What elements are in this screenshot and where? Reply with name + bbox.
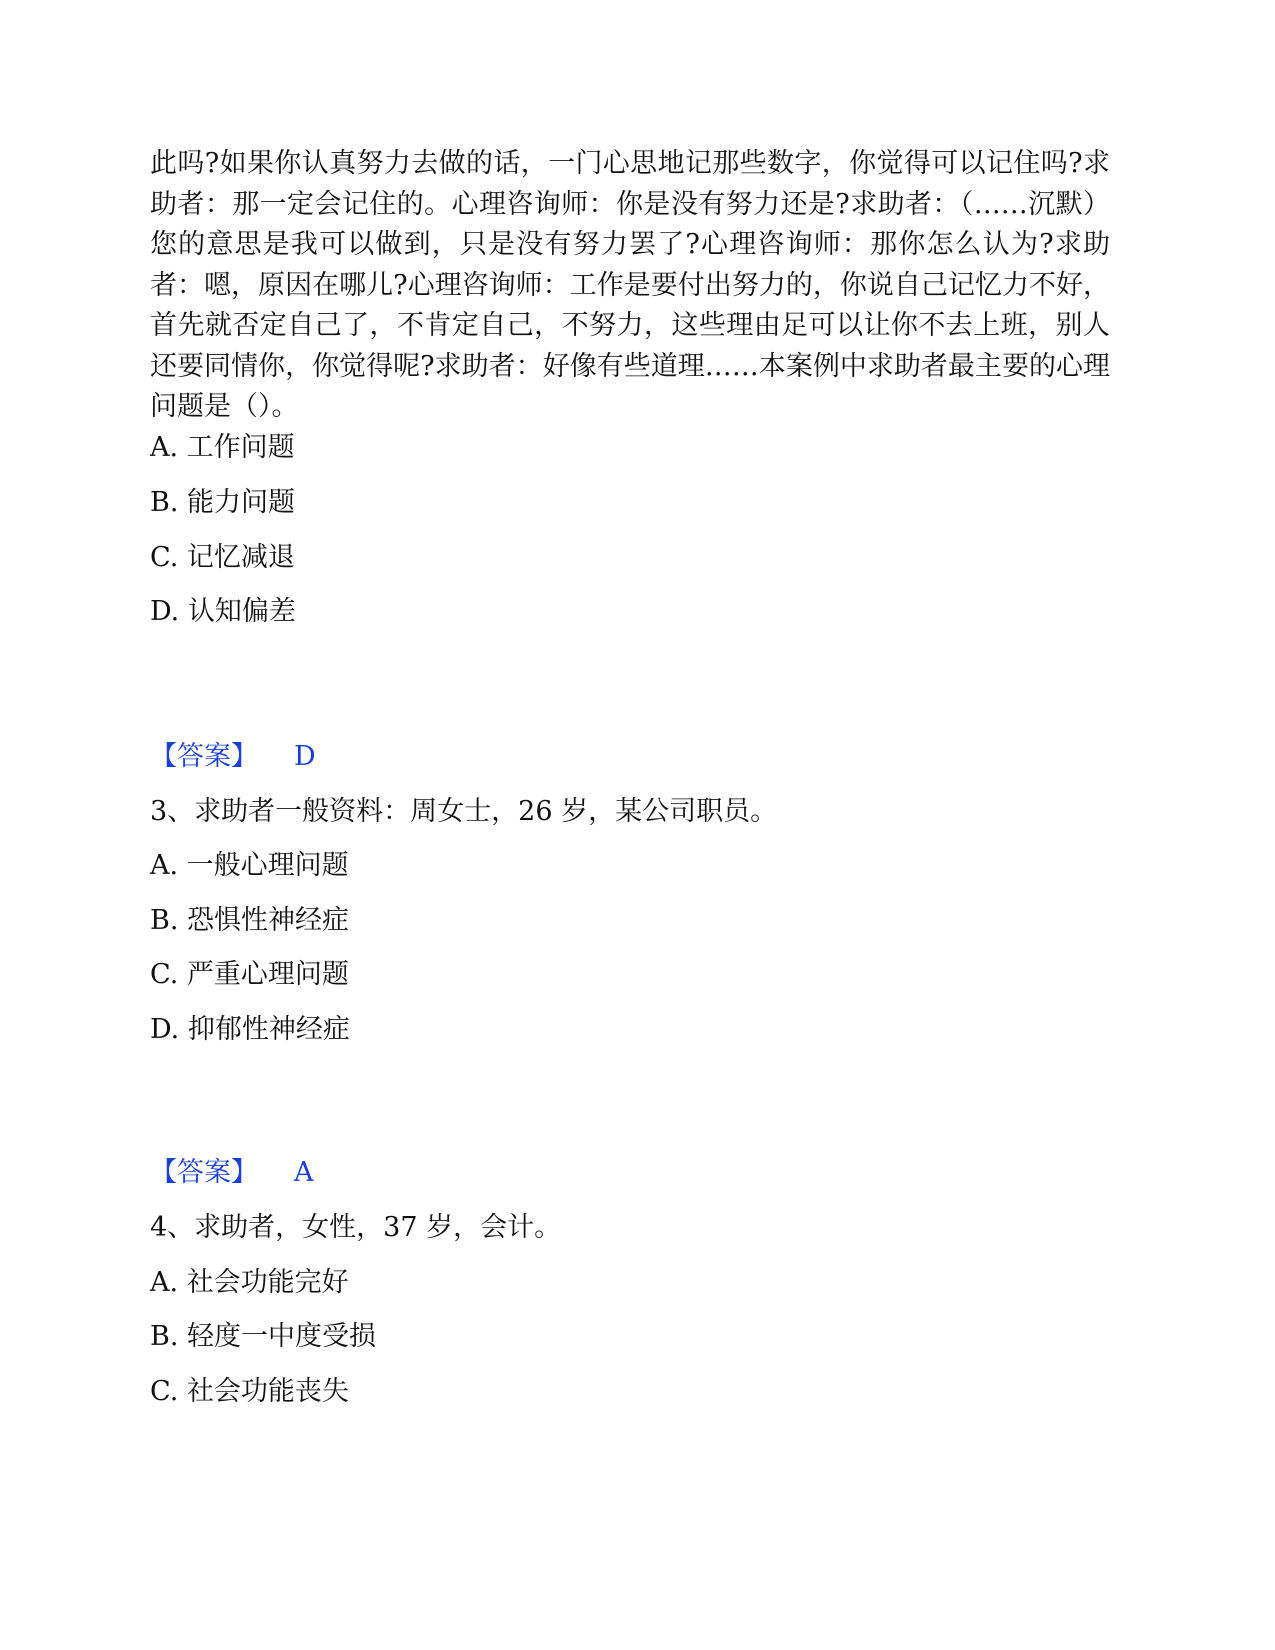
q2-stem: 此吗?如果你认真努力去做的话，一门心思地记那些数字，你觉得可以记住吗?求助者：那一定会记住的。心理咨询师：你是没有努力还是?求助者：（……沉默）您的意思是我可以做到，只是没有努力罢了?心理咨询师：那你怎么认为?求助者：嗯，原因在哪儿?心理咨询师：工作是要付出努力的，你说自己记忆力不好，首先就否定自己了，不肯定自己，不努力，这些理由足可以让你不去上班，别人还要同情你，你觉得呢?求助者：好像有些道理……本案例中求助者最主要的心理问题是（）。 <box>150 148 1110 422</box>
q3-option-a: A. 一般心理问题 <box>150 850 349 881</box>
q4-option-b: B. 轻度一中度受损 <box>150 1321 377 1352</box>
q4-stem: 4、求助者，女性，37 岁，会计。 <box>150 1212 562 1243</box>
q2-option-c: C. 记忆减退 <box>150 542 295 573</box>
q2-option-a: A. 工作问题 <box>150 432 295 463</box>
q3-option-d: D. 抑郁性神经症 <box>150 1014 350 1045</box>
q3-option-c: C. 严重心理问题 <box>150 959 349 990</box>
q3-answer-label: 【答案】 <box>150 1157 258 1188</box>
q3-stem: 3、求助者一般资料：周女士，26 岁，某公司职员。 <box>150 796 778 827</box>
q3-option-b: B. 恐惧性神经症 <box>150 905 350 936</box>
q2-answer-label: 【答案】 <box>150 741 258 772</box>
q4-option-a: A. 社会功能完好 <box>150 1267 349 1298</box>
q2-option-b: B. 能力问题 <box>150 487 296 518</box>
q2-option-d: D. 认知偏差 <box>150 596 296 627</box>
q3-answer-value: A <box>294 1157 314 1188</box>
q2-answer-value: D <box>294 741 316 772</box>
q4-option-c: C. 社会功能丧失 <box>150 1376 349 1407</box>
